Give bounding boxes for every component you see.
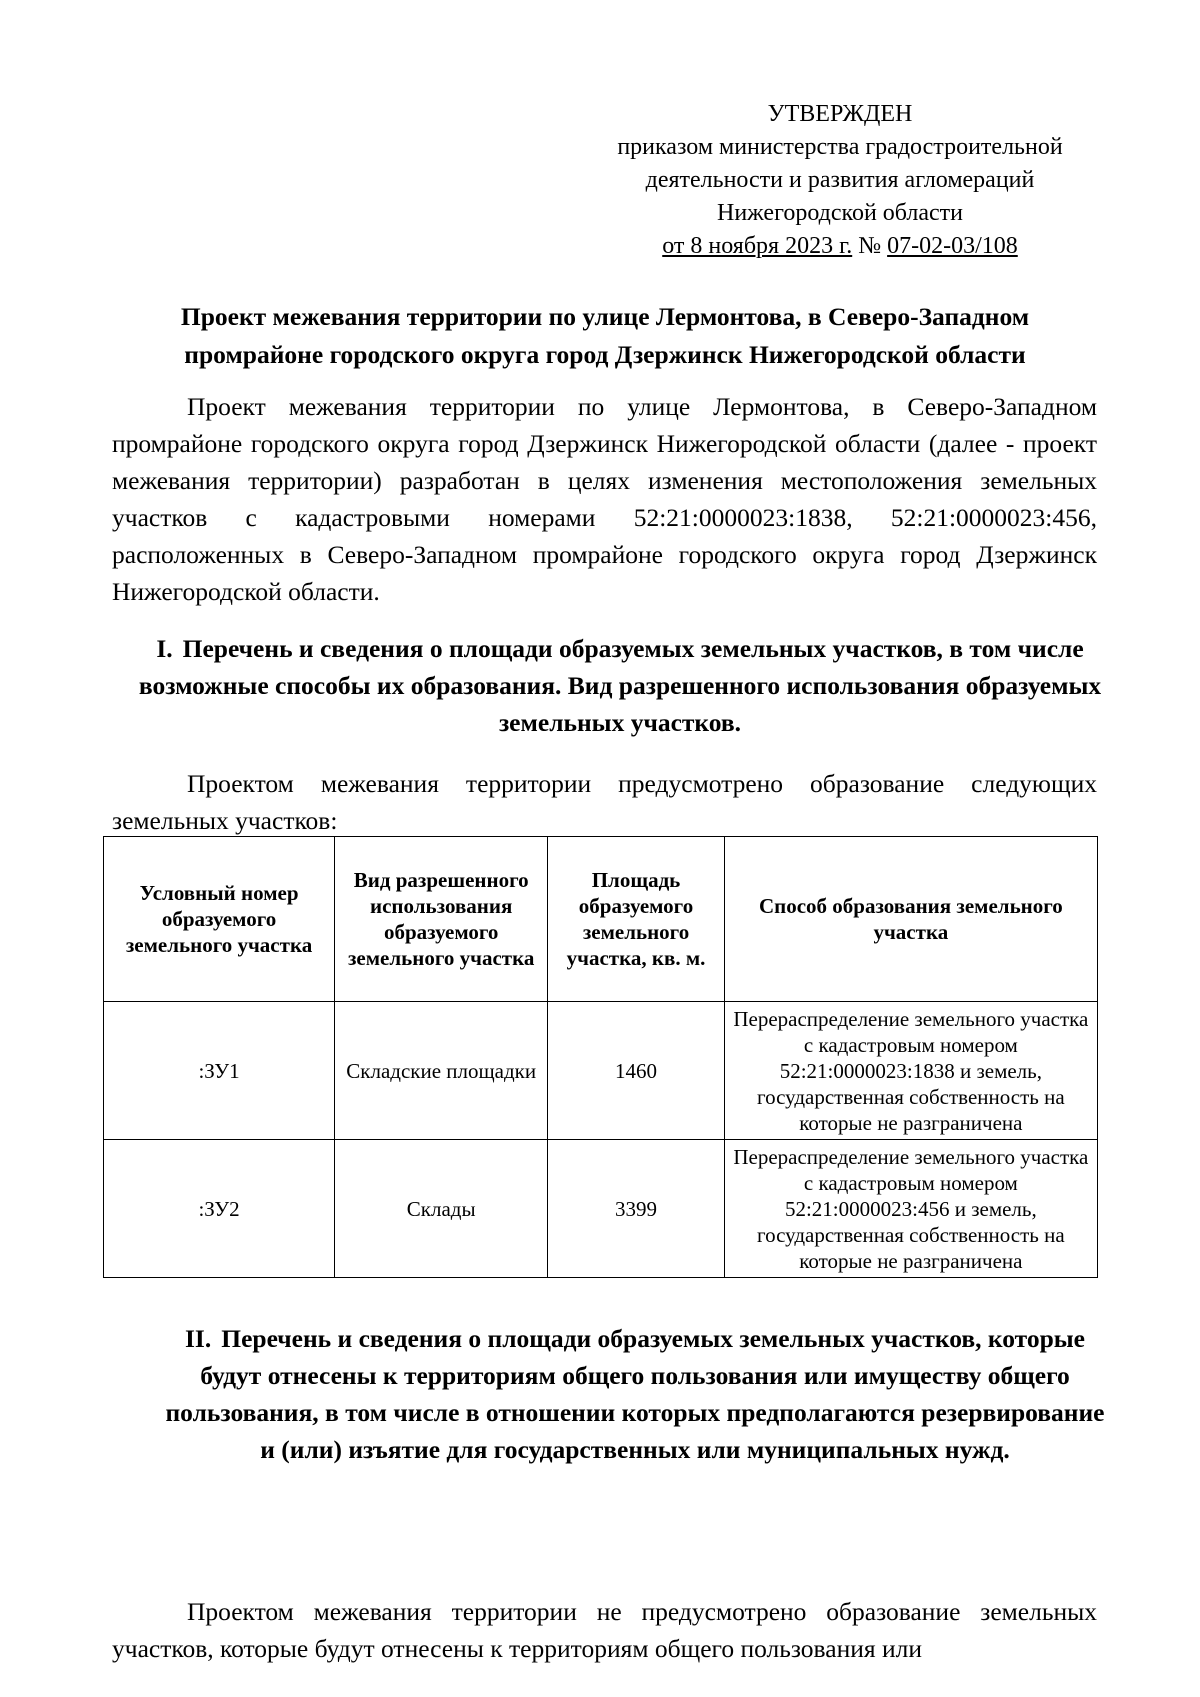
header-parcel-number: Условный номер образуемого земельного участка xyxy=(104,837,335,1002)
cell-parcel-number: :ЗУ1 xyxy=(104,1002,335,1140)
approval-date-line xyxy=(560,230,1120,263)
approval-date: от 8 ноября 2023 г. xyxy=(662,233,853,259)
intro-paragraph: Проект межевания территории по улице Лермонтова, в Северо-Западном промрайоне городского округа город Дзержинск Нижегородской области (далее - проект межевания территории) разработан в целях изменения местоположения земельных участков с кадастровыми номерами 52:21:0000023:1838, 52:21:0000023:456, расположенных в Северо-Западном промрайоне городского округа город Дзержинск Нижегородской области. xyxy=(112,392,1097,606)
cell-parcel-number: :ЗУ2 xyxy=(104,1140,335,1278)
document-title: Проект межевания территории по улице Лермонтова, в Северо-Западном промрайоне городского округа город Дзержинск Нижегородской области xyxy=(180,302,1030,369)
section-1-heading xyxy=(130,630,1110,741)
header-formation-method: Способ образования земельного участка xyxy=(724,837,1097,1002)
approval-line-1: приказом министерства градостроительной xyxy=(617,134,1063,160)
table-row xyxy=(104,1002,1098,1140)
section-2-heading xyxy=(160,1320,1110,1468)
approval-number: 07-02-03/108 xyxy=(887,233,1018,259)
cell-area: 3399 xyxy=(548,1140,724,1278)
header-area: Площадь образуемого земельного участка, кв. м. xyxy=(548,837,724,1002)
section-2-title: Перечень и сведения о площади образуемых земельных участков, которые будут отнесены к территориям общего пользования или имуществу общего пользования, в том числе в отношении которых предполагаются резервирование и (или) изъятие для государственных или муниципальных нужд. xyxy=(165,1324,1105,1464)
cell-permitted-use: Склады xyxy=(335,1140,548,1278)
table-header-row xyxy=(104,837,1098,1002)
table-row xyxy=(104,1140,1098,1278)
section-1-number: I. xyxy=(156,634,173,663)
approval-line-3: Нижегородской области xyxy=(716,200,964,226)
parcels-table xyxy=(103,836,1098,1278)
header-permitted-use: Вид разрешенного использования образуемого земельного участка xyxy=(335,837,548,1002)
section-1-title: Перечень и сведения о площади образуемых земельных участков, в том числе возможные способы их образования. Вид разрешенного использования образуемых земельных участков. xyxy=(138,634,1102,737)
section-2-number: II. xyxy=(185,1324,212,1353)
cell-permitted-use: Складские площадки xyxy=(335,1002,548,1140)
section-1-paragraph: Проектом межевания территории предусмотрено образование следующих земельных участков: xyxy=(112,769,1097,835)
cell-formation-method: Перераспределение земельного участка с кадастровым номером 52:21:0000023:1838 и земель, государственная собственность на которые не разграничена xyxy=(724,1002,1097,1140)
approval-block xyxy=(560,98,1120,263)
cell-formation-method: Перераспределение земельного участка с кадастровым номером 52:21:0000023:456 и земель, государственная собственность на которые не разграничена xyxy=(724,1140,1097,1278)
approval-number-sign: № xyxy=(858,233,882,259)
approval-title: УТВЕРЖДЕН xyxy=(767,101,913,127)
cell-area: 1460 xyxy=(548,1002,724,1140)
approval-line-2: деятельности и развития агломераций xyxy=(645,167,1035,193)
section-2-paragraph: Проектом межевания территории не предусмотрено образование земельных участков, которые будут отнесены к территориям общего пользования или xyxy=(112,1597,1097,1663)
